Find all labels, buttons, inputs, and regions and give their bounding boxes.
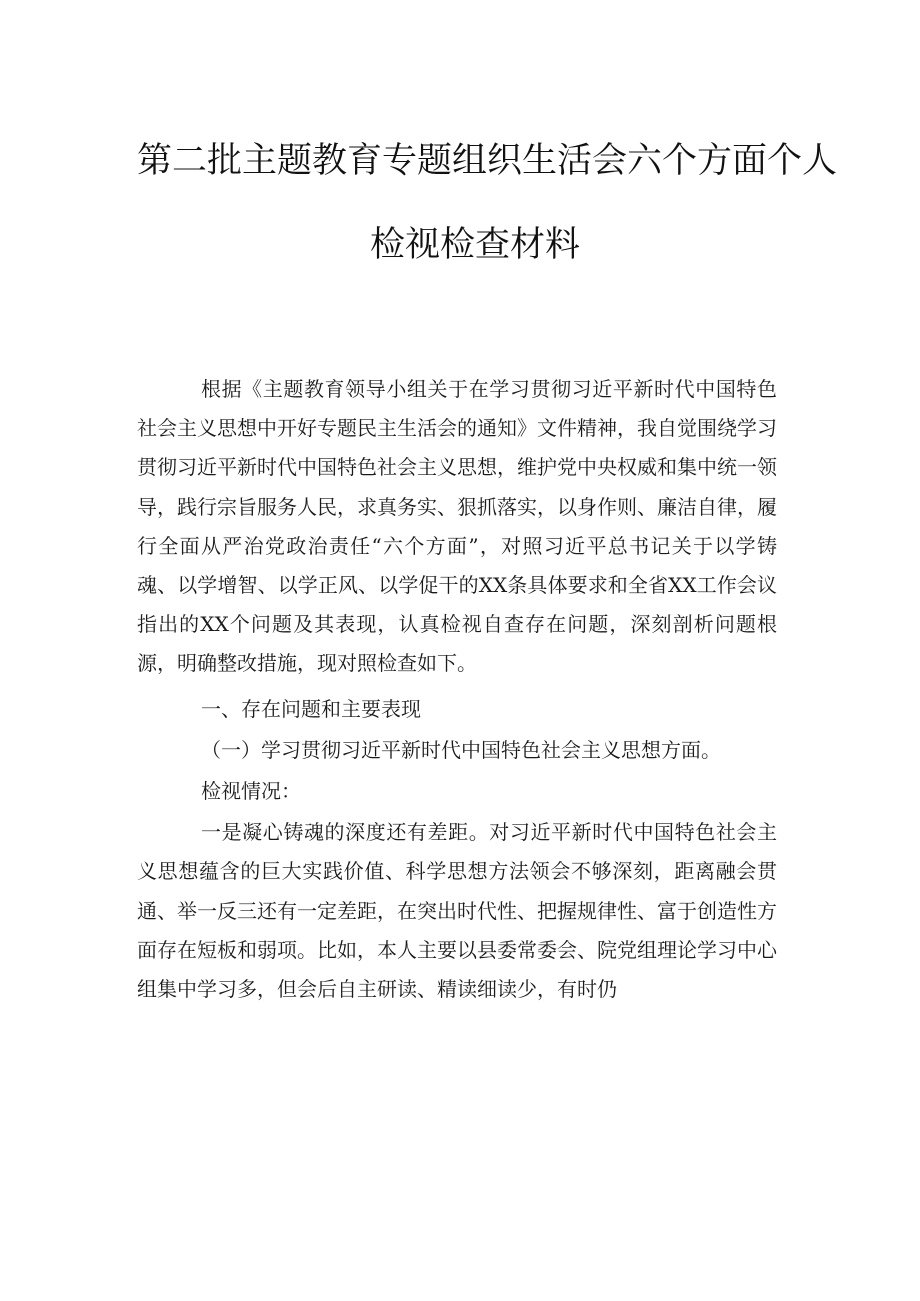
- intro-paragraph: 根据《主题教育领导小组关于在学习贯彻习近平新时代中国特色社会主义思想中开好专题民主生活会的通知》文件精神，我自觉围绕学习贯彻习近平新时代中国特色社会主义思想，维护党中央权威和集中统一领导，践行宗旨服务人民，求真务实、狠抓落实，以身作则、廉洁自律，履行全面从严治党政治责任“六个方面”，对照习近平总书记关于以学铸魂、以学增智、以学正风、以学促干的XX条具体要求和全省XX工作会议指出的XX个问题及其表现，认真检视自查存在问题，深刻剖析问题根源，明确整改措施，现对照检查如下。: [137, 377, 777, 676]
- body-paragraph: 一是凝心铸魂的深度还有差距。对习近平新时代中国特色社会主义思想蕴含的巨大实践价值、科学思想方法领会不够深刻，距离融会贯通、举一反三还有一定差距，在突出时代性、把握规律性、富于创造性方面存在短板和弱项。比如，本人主要以县委常委会、院党组理论学习中心组集中学习多，但会后自主研读、精读细读少，有时仍: [137, 820, 777, 1002]
- document-title-line-1: 第二批主题教育专题组织生活会六个方面个人: [137, 141, 838, 181]
- section-heading: 一、存在问题和主要表现: [201, 696, 421, 721]
- review-label: 检视情况：: [201, 779, 301, 804]
- subsection-heading: （一）学习贯彻习近平新时代中国特色社会主义思想方面。: [201, 737, 721, 762]
- document-title-line-2: 检视检查材料: [370, 225, 581, 265]
- document-body: [137, 370, 777, 1009]
